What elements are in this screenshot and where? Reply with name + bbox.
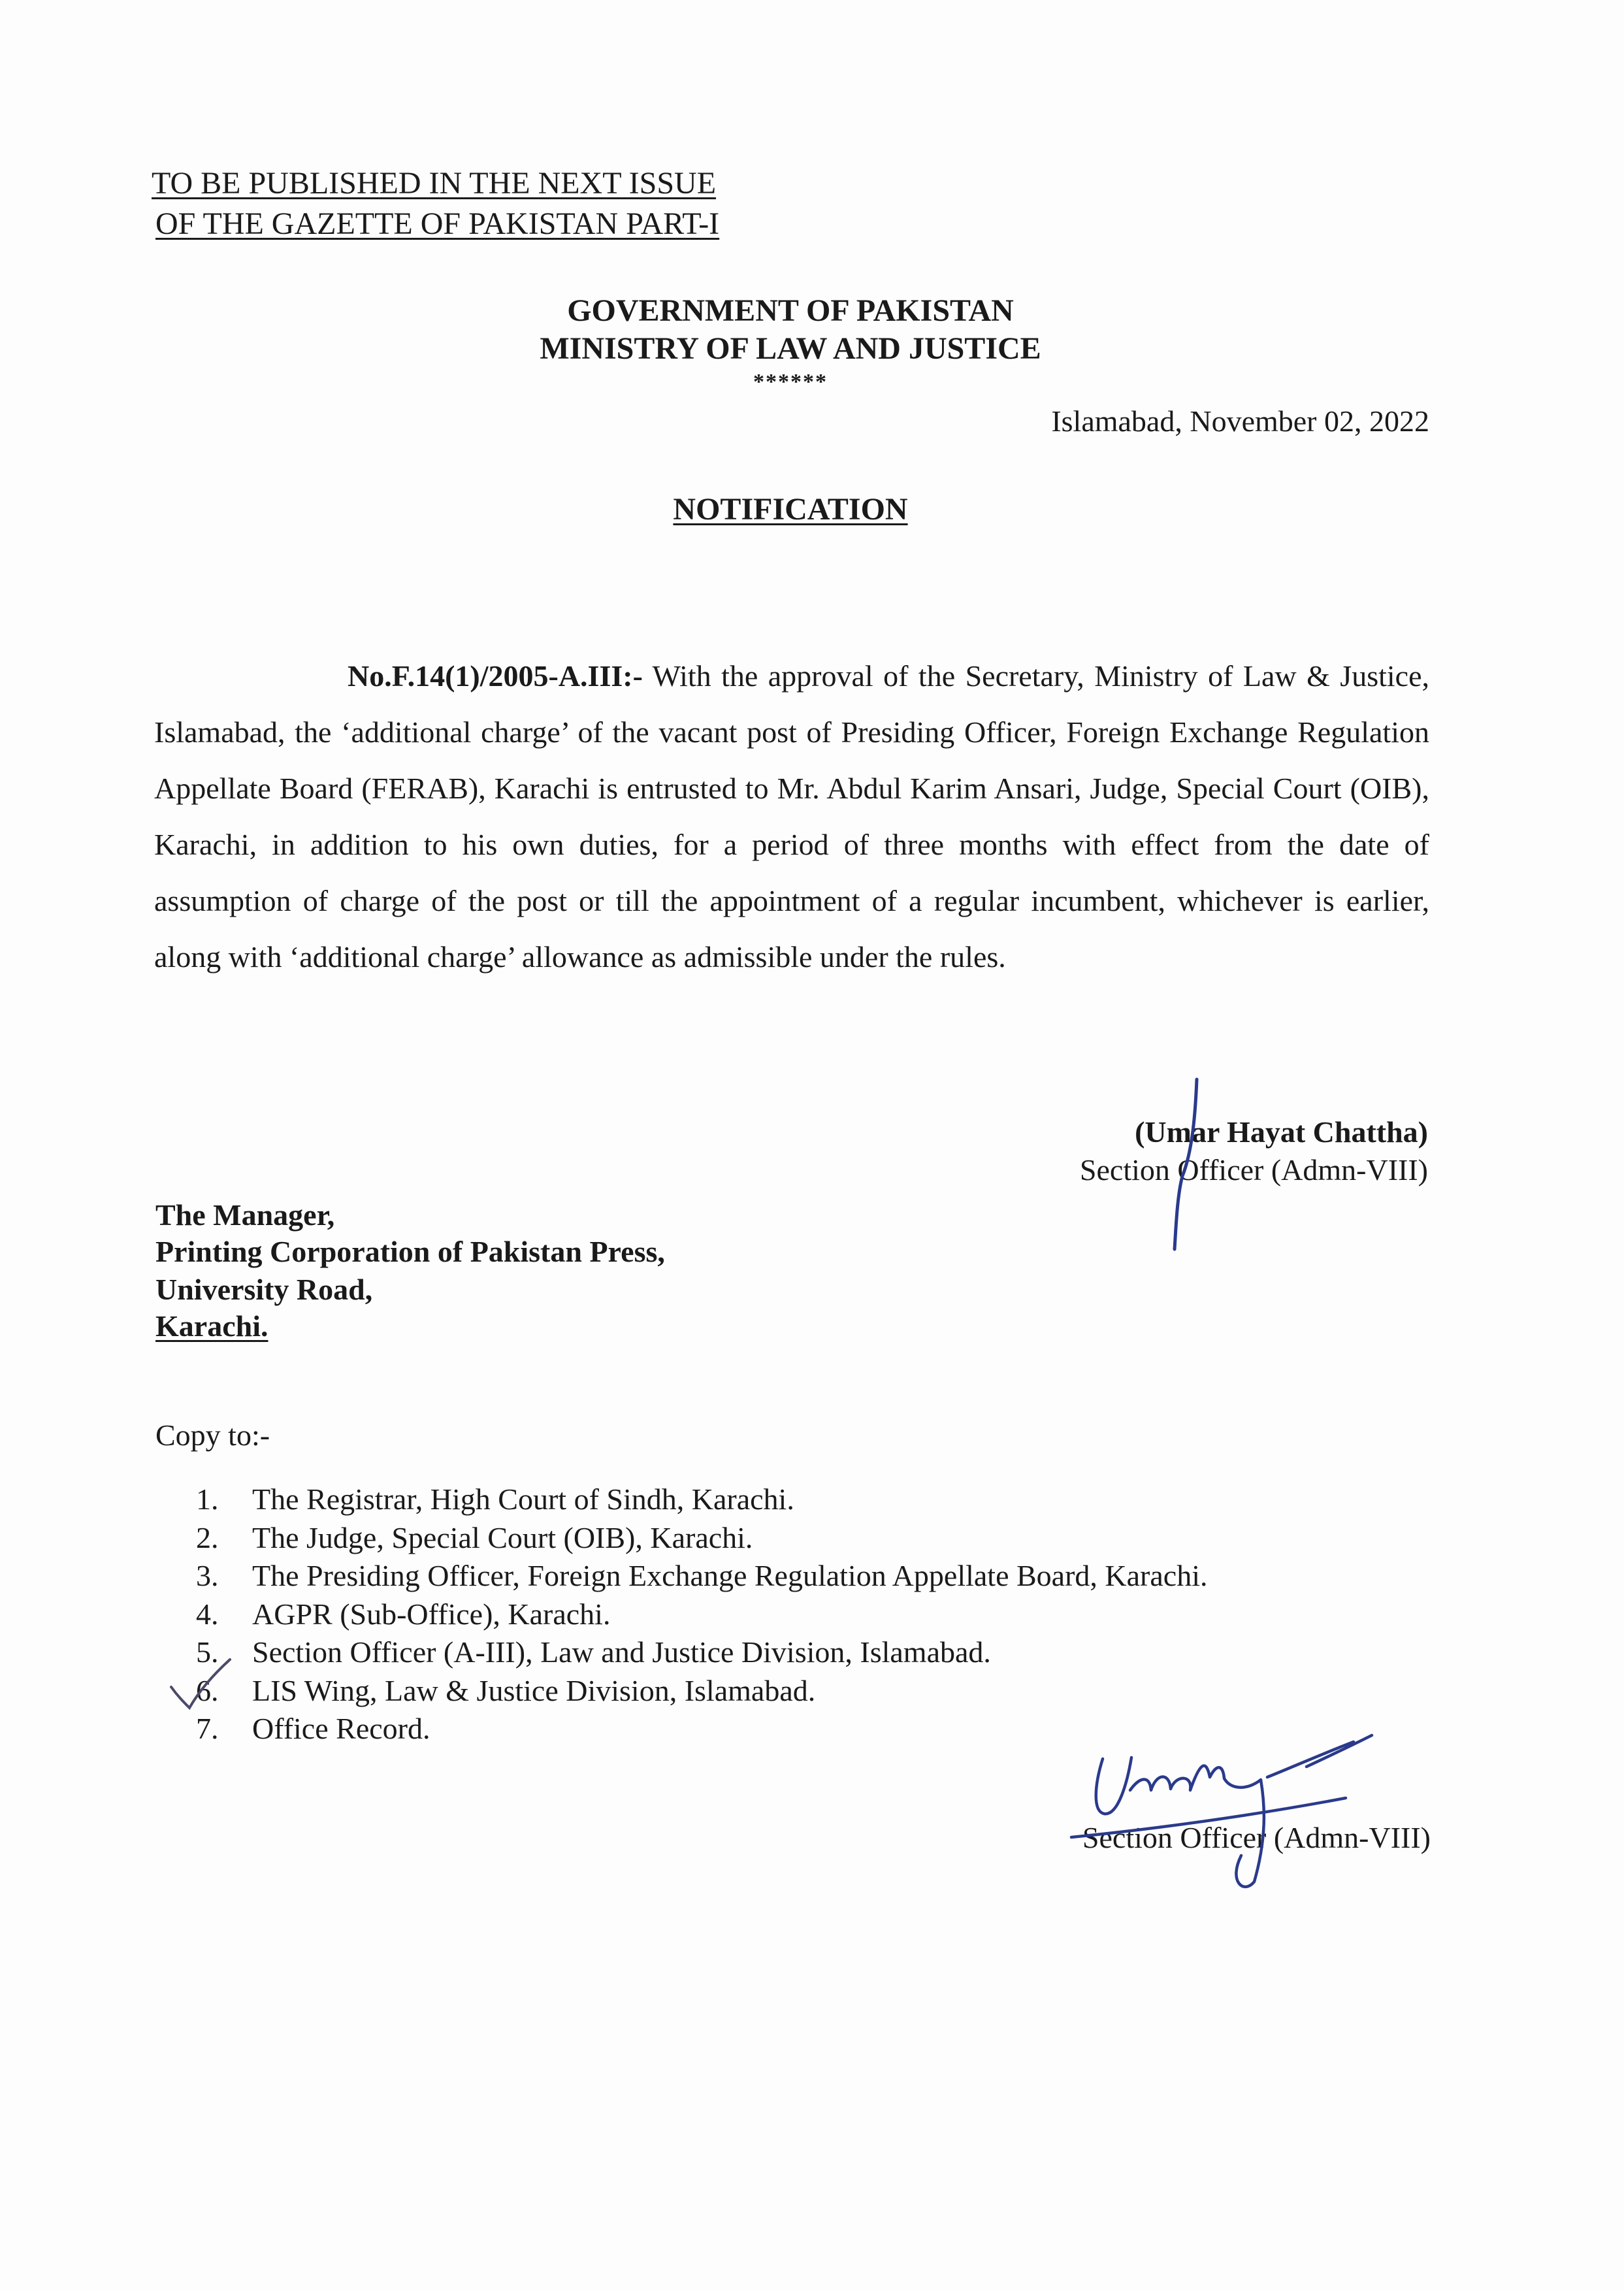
list-item: 1. The Registrar, High Court of Sindh, Karachi. [196,1482,794,1516]
addressee-line3: University Road, [155,1273,373,1306]
body-text: With the approval of the Secretary, Ministry of Law & Justice, Islamabad, the ‘additional charge’ of the vacant post of Presiding Officer, Foreign Exchange Regulation Appellate Board (FERAB), Karachi is entrusted to Mr. Abdul Karim Ansari, Judge, Special Court (OIB), Karachi, in addition to his own duties, for a period of three months with effect from the date of assumption of charge of the post or till the appointment of a regular incumbent, whichever is earlier, along with ‘additional charge’ allowance as admissible under the rules. [154,659,1429,973]
list-item: 3. The Presiding Officer, Foreign Exchange Regulation Appellate Board, Karachi. [196,1559,1208,1592]
list-item: 5. Section Officer (A-III), Law and Justice Division, Islamabad. [196,1635,991,1669]
notification-title: NOTIFICATION [673,492,908,527]
reference-number: No.F.14(1)/2005-A.III:- [348,659,643,693]
date-line: Islamabad, November 02, 2022 [1051,404,1429,438]
signatory-designation: Section Officer (Admn-VIII) [1079,1153,1428,1186]
gazette-header-line1: TO BE PUBLISHED IN THE NEXT ISSUE [152,166,717,201]
copy-to-label: Copy to:- [155,1418,270,1452]
government-title: GOVERNMENT OF PAKISTAN [567,293,1014,328]
list-item: 7. Office Record. [196,1712,430,1745]
gazette-header-line2: OF THE GAZETTE OF PAKISTAN PART-I [155,206,720,241]
signature-icon [1071,1735,1372,1887]
list-item: 6. LIS Wing, Law & Justice Division, Islamabad. [196,1673,816,1707]
signatory-name: (Umar Hayat Chattha) [1135,1115,1428,1149]
separator-stars: ****** [753,370,828,394]
ministry-title: MINISTRY OF LAW AND JUSTICE [540,331,1041,366]
signature-stroke-icon [1175,1079,1197,1249]
addressee-line4: Karachi. [155,1309,268,1343]
addressee-line1: The Manager, [155,1198,335,1232]
list-item: 2. The Judge, Special Court (OIB), Karachi. [196,1520,753,1554]
addressee-line2: Printing Corporation of Pakistan Press, [155,1235,665,1268]
checkmark-icon [171,1660,230,1708]
list-item: 4. AGPR (Sub-Office), Karachi. [196,1597,611,1631]
bottom-signature-designation: Section Officer (Admn-VIII) [1082,1821,1431,1854]
